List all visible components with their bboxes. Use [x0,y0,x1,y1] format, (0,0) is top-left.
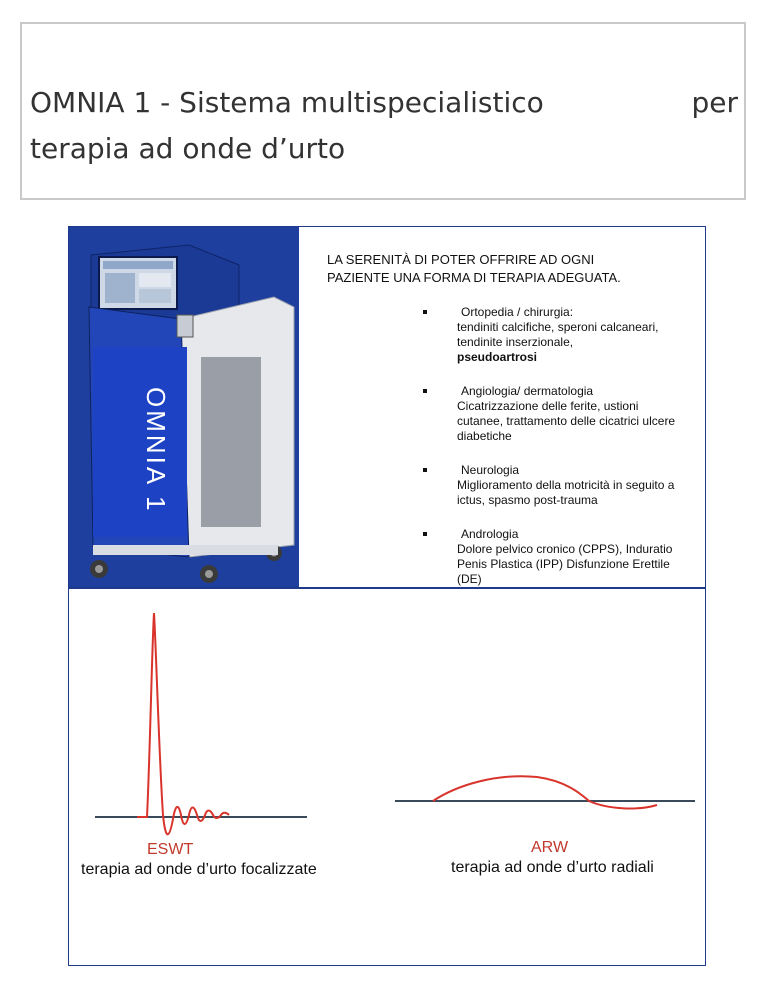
item-desc: Cicatrizzazione delle ferite, ustioni cutanee, trattamento delle cicatrici ulcere diabetiche [457,399,676,443]
product-info [327,251,687,606]
machine-photo [69,227,299,587]
item-category: Ortopedia / chirurgia: [461,305,574,319]
headline-line-2: PAZIENTE UNA FORMA DI TERAPIA ADEGUATA. [327,270,621,285]
title-box [20,22,746,200]
list-item [327,463,687,508]
bullet-icon [423,310,427,314]
headline [327,251,687,287]
arw-desc: terapia ad onde d’urto radiali [451,859,654,876]
item-strong: pseudoartrosi [457,350,538,364]
list-item [327,384,687,444]
arw-label: ARW [531,839,569,856]
product-panel [68,226,706,588]
item-desc: tendiniti calcifiche, speroni calcaneari, tendinite inserzionale, [457,320,659,349]
eswt-wave [137,613,229,834]
bullet-icon [423,532,427,536]
item-desc: Dolore pelvico cronico (CPPS), Induratio Penis Plastica (IPP) Disfunzione Erettile (DE) [457,542,673,586]
title-line-1 [30,86,738,119]
eswt-desc: terapia ad onde d’urto focalizzate [81,861,317,878]
machine-label: OMNIA 1 [141,387,171,514]
bullet-icon [423,389,427,393]
eswt-label: ESWT [147,841,194,858]
title-line-2: terapia ad onde d’urto [30,132,346,165]
item-category: Angiologia/ dermatologia [461,384,594,398]
headline-line-1: LA SERENITÀ DI POTER OFFRIRE AD OGNI [327,252,595,267]
arw-wave [433,776,657,808]
title-per: per [691,86,738,119]
list-item [327,305,687,365]
bullet-icon [423,468,427,472]
title-main: OMNIA 1 - Sistema multispecialistico [30,86,544,119]
specialty-list [327,305,687,587]
wave-panel [68,588,706,966]
item-category: Neurologia [461,463,520,477]
list-item [327,527,687,587]
item-desc: Miglioramento della motricità in seguito a ictus, spasmo post-trauma [457,478,675,507]
item-category: Andrologia [461,527,519,541]
